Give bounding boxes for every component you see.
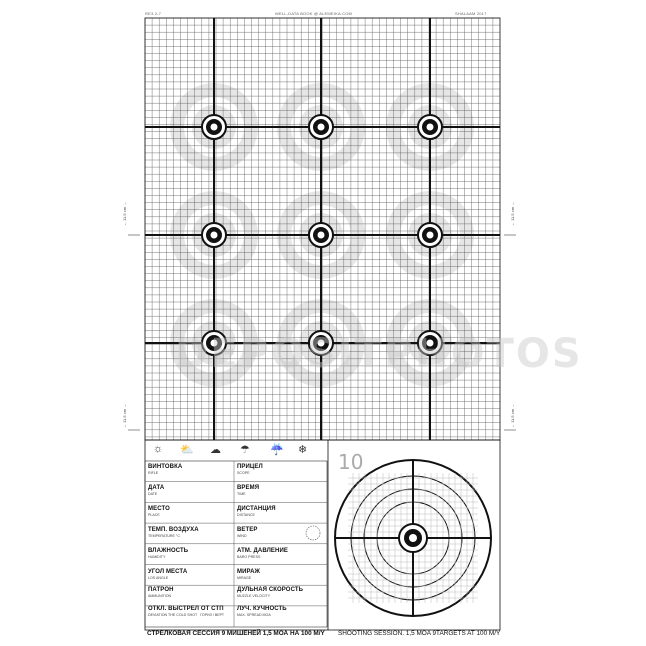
side-label-right-top: ← 11.5 cm → [510, 201, 515, 226]
side-label-left-bottom: ← 11.5 cm → [122, 403, 127, 428]
watermark: DEPOSITPHOTOS [175, 331, 583, 377]
angle-field[interactable]: УГОЛ МЕСТА LOS ANGLE [148, 569, 188, 580]
ammo-field[interactable]: ПАТРОН AMMUNITION [148, 587, 174, 598]
time-field[interactable]: ВРЕМЯ TIME [237, 485, 260, 496]
bullseye-center [427, 124, 434, 131]
header-right: SHALAAM 2017 [455, 11, 487, 16]
velocity-field[interactable]: ДУЛЬНАЯ СКОРОСТЬ MUZZLE VELOCITY [237, 587, 304, 598]
session-form [145, 461, 327, 627]
date-field[interactable]: ДАТА DATE [148, 485, 165, 496]
coldshot-field[interactable]: ОТКЛ. ВЫСТРЕЛ ОТ СТП DEVIATION THE COLD SHOT ГОРИЗ / ВЕРТ [148, 606, 225, 617]
side-label-left-top: ← 11.5 cm → [122, 201, 127, 226]
humidity-field[interactable]: ВЛАЖНОСТЬ HUMIDITY [148, 548, 189, 559]
header-left: RE3.2-7 [145, 11, 162, 16]
mirage-field[interactable]: МИРАЖ MIRAGE [237, 569, 261, 580]
best-group-field[interactable]: ЛУЧ. КУЧНОСТЬ MAX. SPREAD MOA [237, 606, 287, 617]
cloud-snow-icon[interactable]: ❄ [298, 444, 308, 456]
sun-cloud-icon[interactable]: ⛅ [180, 444, 194, 456]
cloud-icon[interactable]: ☁ [210, 444, 221, 456]
footer-english: SHOOTING SESSION. 1,5 MOA 9TARGETS AT 100 M/Y [338, 630, 501, 637]
bullseye-center [211, 232, 218, 239]
side-label-right-bottom: ← 11.5 cm → [510, 403, 515, 428]
pressure-field[interactable]: АТМ. ДАВЛЕНИЕ BARO PRESS [237, 548, 288, 559]
sun-icon[interactable]: ☼ [153, 443, 164, 455]
cloud-rain-icon[interactable]: ☂ [240, 444, 250, 456]
rifle-field[interactable]: ВИНТОВКА RIFLE [148, 464, 183, 475]
scope-field[interactable]: ПРИЦЕЛ SCOPE [237, 464, 263, 475]
target-number: 10 [338, 450, 364, 474]
temperature-field[interactable]: ТЕМП. ВОЗДУХА TEMPERATURE °C [148, 527, 199, 538]
cloud-rain-heavy-icon[interactable]: ☔ [270, 444, 284, 456]
distance-field[interactable]: ДИСТАНЦИЯ DISTANCE [237, 506, 276, 517]
bullseye-center [318, 232, 325, 239]
footer-russian: СТРЕЛКОВАЯ СЕССИЯ 9 МИШЕНЕЙ 1,5 МОА НА 100 М/Y [147, 630, 325, 637]
bullseye-center [211, 124, 218, 131]
wind-field[interactable]: ВЕТЕР WIND [237, 527, 258, 538]
bullseye-center [427, 232, 434, 239]
bullseye-center [318, 124, 325, 131]
header-center: WELL-DATA BOOK @ ALEMEIKA.COM [275, 11, 353, 16]
big-bullseye-center [409, 534, 417, 542]
place-field[interactable]: МЕСТО PLACE [148, 506, 170, 517]
